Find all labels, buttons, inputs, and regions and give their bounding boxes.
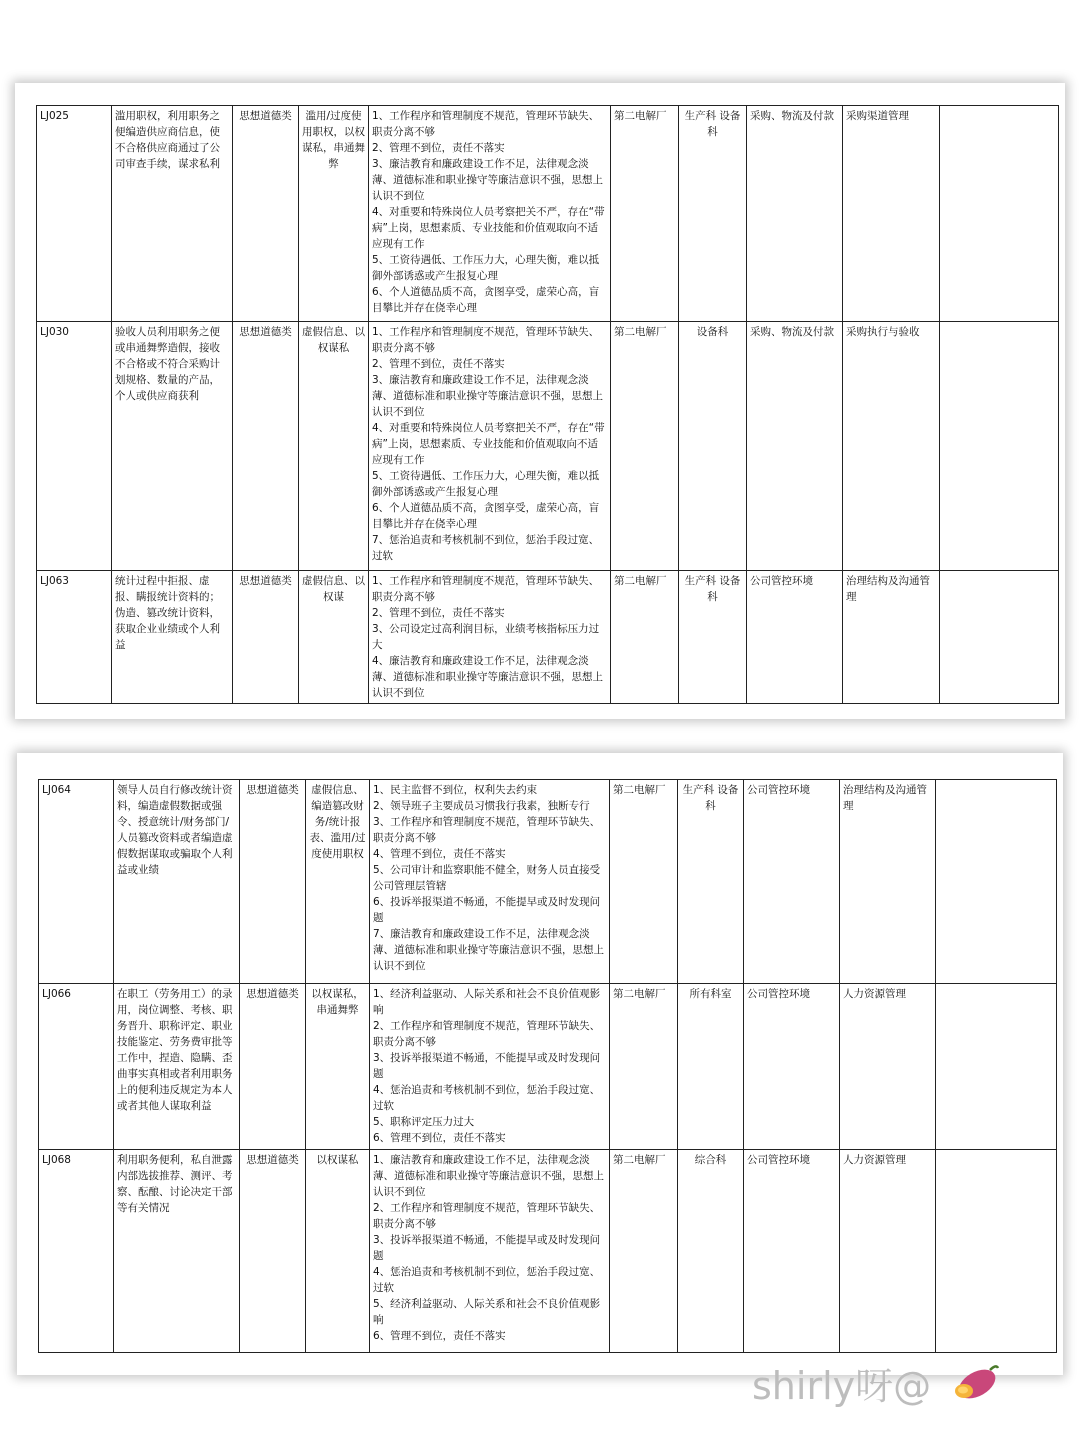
reason-item: 2、管理不到位，责任不落实 — [372, 142, 505, 154]
risk-table-body — [37, 106, 1059, 704]
process-cell: 采购、物流及付款 — [747, 322, 843, 571]
risk-description: 统计过程中拒报、虚报、瞒报统计资料的；伪造、篡改统计资料，获取企业业绩或个人利益 — [112, 571, 233, 704]
risk-code: LJ064 — [39, 780, 114, 984]
reason-item: 4、管理不到位，责任不落实 — [373, 848, 506, 860]
department-cell: 生产科 设备科 — [678, 780, 744, 984]
subprocess-cell: 采购执行与验收 — [843, 322, 940, 571]
reason-item: 6、管理不到位，责任不落实 — [373, 1330, 506, 1343]
reason-item: 3、投诉举报渠道不畅通，不能提早或及时发现问题 — [373, 1234, 601, 1263]
reason-item: 3、工作程序和管理制度不规范，管理环节缺失、职责分离不够 — [373, 816, 601, 844]
notes-cell — [940, 571, 1059, 704]
sweet-potato-icon — [950, 1360, 1000, 1404]
notes-cell — [936, 1150, 1057, 1353]
reason-item: 2、管理不到位，责任不落实 — [372, 358, 505, 370]
department-cell: 设备科 — [679, 322, 747, 571]
risk-code: LJ030 — [37, 322, 112, 571]
department-cell: 生产科 设备科 — [679, 106, 747, 322]
risk-code: LJ068 — [39, 1150, 114, 1353]
table-row — [37, 571, 1059, 704]
reason-item: 3、投诉举报渠道不畅通，不能提早或及时发现问题 — [373, 1051, 601, 1080]
department-cell: 综合科 — [678, 1150, 744, 1353]
risk-description: 领导人员自行修改统计资料，编造虚假数据或强令、授意统计/财务部门/人员篡改资料或者编造虚假数据谋取或骗取个人利益或业绩 — [114, 780, 240, 984]
reason-item: 2、工作程序和管理制度不规范，管理环节缺失、职责分离不够 — [373, 1202, 601, 1231]
reason-item: 5、职称评定压力过大 — [373, 1115, 475, 1128]
risk-category: 思想道德类 — [240, 1150, 306, 1353]
risk-code: LJ066 — [39, 983, 114, 1150]
department-cell: 生产科 设备科 — [679, 571, 747, 704]
reason-item: 5、工资待遇低、工作压力大，心理失衡，难以抵御外部诱惑或产生报复心理 — [372, 254, 600, 282]
reason-item: 2、工作程序和管理制度不规范，管理环节缺失、职责分离不够 — [373, 1019, 601, 1048]
reason-item: 7、廉洁教育和廉政建设工作不足，法律观念淡薄、道德标准和职业操守等廉洁意识不强，思想上认识不到位 — [373, 928, 604, 972]
risk-table-page-2 — [38, 779, 1057, 1353]
risk-reasons — [369, 571, 611, 704]
subprocess-cell: 人力资源管理 — [840, 1150, 936, 1353]
risk-code: LJ025 — [37, 106, 112, 322]
reason-item: 1、廉洁教育和廉政建设工作不足，法律观念淡薄、道德标准和职业操守等廉洁意识不强，思想上认识不到位 — [373, 1154, 604, 1199]
table-row — [37, 322, 1059, 571]
process-cell: 公司管控环境 — [747, 571, 843, 704]
risk-reasons — [370, 983, 610, 1150]
document-page-1 — [15, 83, 1065, 719]
risk-category: 思想道德类 — [240, 780, 306, 984]
subprocess-cell: 治理结构及沟通管理 — [840, 780, 936, 984]
risk-description: 利用职务便利，私自泄露内部选拔推荐、测评、考察、酝酿、讨论决定干部等有关情况 — [114, 1150, 240, 1353]
risk-type: 以权谋私 — [306, 1150, 370, 1353]
subprocess-cell: 治理结构及沟通管理 — [843, 571, 940, 704]
table-row — [37, 106, 1059, 322]
unit-cell: 第二电解厂 — [610, 780, 678, 984]
notes-cell — [940, 322, 1059, 571]
risk-description: 验收人员利用职务之便或串通舞弊造假，接收不合格或不符合采购计划规格、数量的产品，个人或供应商获利 — [112, 322, 233, 571]
notes-cell — [940, 106, 1059, 322]
reason-item: 1、工作程序和管理制度不规范，管理环节缺失、职责分离不够 — [372, 110, 600, 138]
process-cell: 采购、物流及付款 — [747, 106, 843, 322]
reason-item: 1、工作程序和管理制度不规范，管理环节缺失、职责分离不够 — [372, 575, 600, 603]
department-cell: 所有科室 — [678, 983, 744, 1150]
risk-category: 思想道德类 — [233, 571, 299, 704]
reason-item: 6、个人道德品质不高，贪图享受，虚荣心高，盲目攀比并存在侥幸心理 — [372, 286, 600, 314]
unit-cell: 第二电解厂 — [610, 1150, 678, 1353]
risk-type: 以权谋私，串通舞弊 — [306, 983, 370, 1150]
risk-code: LJ063 — [37, 571, 112, 704]
risk-reasons — [370, 1150, 610, 1353]
reason-item: 6、投诉举报渠道不畅通，不能提早或及时发现问题 — [373, 896, 601, 924]
reason-item: 2、管理不到位，责任不落实 — [372, 607, 505, 619]
process-cell: 公司管控环境 — [744, 983, 840, 1150]
risk-type: 虚假信息、以权谋 — [299, 571, 369, 704]
risk-type: 虚假信息、以权谋私 — [299, 322, 369, 571]
reason-item: 1、工作程序和管理制度不规范，管理环节缺失、职责分离不够 — [372, 326, 600, 354]
risk-category: 思想道德类 — [233, 106, 299, 322]
risk-reasons — [369, 322, 611, 571]
table-row — [39, 780, 1057, 984]
risk-description: 在职工（劳务用工）的录用，岗位调整、考核、职务晋升、职称评定、职业技能鉴定、劳务费审批等工作中，捏造、隐瞒、歪曲事实真相或者利用职务上的便利违反规定为本人或者其他人谋取利益 — [114, 983, 240, 1150]
risk-description: 滥用职权，利用职务之便编造供应商信息，使不合格供应商通过了公司审查手续，谋求私利 — [112, 106, 233, 322]
risk-category: 思想道德类 — [233, 322, 299, 571]
reason-item: 3、廉洁教育和廉政建设工作不足，法律观念淡薄、道德标准和职业操守等廉洁意识不强，思想上认识不到位 — [372, 158, 603, 202]
watermark-text: shirly呀@ — [752, 1364, 932, 1408]
reason-item: 7、惩治追责和考核机制不到位，惩治手段过宽、过软 — [372, 534, 600, 562]
reason-item: 3、公司设定过高利润目标，业绩考核指标压力过大 — [372, 623, 600, 651]
subprocess-cell: 人力资源管理 — [840, 983, 936, 1150]
reason-item: 5、工资待遇低、工作压力大，心理失衡，难以抵御外部诱惑或产生报复心理 — [372, 470, 600, 498]
reason-item: 1、民主监督不到位，权利失去约束 — [373, 784, 538, 796]
reason-item: 4、对重要和特殊岗位人员考察把关不严，存在“带病”上岗，思想素质、专业技能和价值观取向不适应现有工作 — [372, 206, 605, 250]
risk-type: 虚假信息、编造篡改财务/统计报表、滥用/过度使用职权 — [306, 780, 370, 984]
subprocess-cell: 采购渠道管理 — [843, 106, 940, 322]
reason-item: 4、对重要和特殊岗位人员考察把关不严，存在“带病”上岗，思想素质、专业技能和价值观取向不适应现有工作 — [372, 422, 605, 466]
reason-item: 4、惩治追责和考核机制不到位，惩治手段过宽、过软 — [373, 1266, 601, 1295]
reason-item: 5、公司审计和监察职能不健全，财务人员直接受公司管理层管辖 — [373, 864, 601, 892]
reason-item: 3、廉洁教育和廉政建设工作不足，法律观念淡薄、道德标准和职业操守等廉洁意识不强，思想上认识不到位 — [372, 374, 603, 418]
process-cell: 公司管控环境 — [744, 1150, 840, 1353]
risk-category: 思想道德类 — [240, 983, 306, 1150]
document-page-2 — [17, 753, 1063, 1375]
risk-table-page-1 — [36, 105, 1059, 704]
process-cell: 公司管控环境 — [744, 780, 840, 984]
reason-item: 6、管理不到位，责任不落实 — [373, 1131, 506, 1144]
risk-reasons — [370, 780, 610, 984]
reason-item: 5、经济利益驱动、人际关系和社会不良价值观影响 — [373, 1298, 601, 1327]
risk-table-body — [39, 780, 1057, 1353]
reason-item: 4、廉洁教育和廉政建设工作不足，法律观念淡薄、道德标准和职业操守等廉洁意识不强，思想上认识不到位 — [372, 655, 603, 699]
unit-cell: 第二电解厂 — [610, 983, 678, 1150]
unit-cell: 第二电解厂 — [611, 571, 679, 704]
unit-cell: 第二电解厂 — [611, 106, 679, 322]
risk-type: 滥用/过度使用职权，以权谋私，串通舞弊 — [299, 106, 369, 322]
notes-cell — [936, 983, 1057, 1150]
reason-item: 6、个人道德品质不高，贪图享受，虚荣心高，盲目攀比并存在侥幸心理 — [372, 502, 600, 530]
unit-cell: 第二电解厂 — [611, 322, 679, 571]
table-row — [39, 983, 1057, 1150]
risk-reasons — [369, 106, 611, 322]
reason-item: 4、惩治追责和考核机制不到位，惩治手段过宽、过软 — [373, 1083, 601, 1112]
reason-item: 2、领导班子主要成员习惯我行我素，独断专行 — [373, 800, 590, 812]
reason-item: 1、经济利益驱动、人际关系和社会不良价值观影响 — [373, 987, 601, 1016]
table-row — [39, 1150, 1057, 1353]
notes-cell — [936, 780, 1057, 984]
